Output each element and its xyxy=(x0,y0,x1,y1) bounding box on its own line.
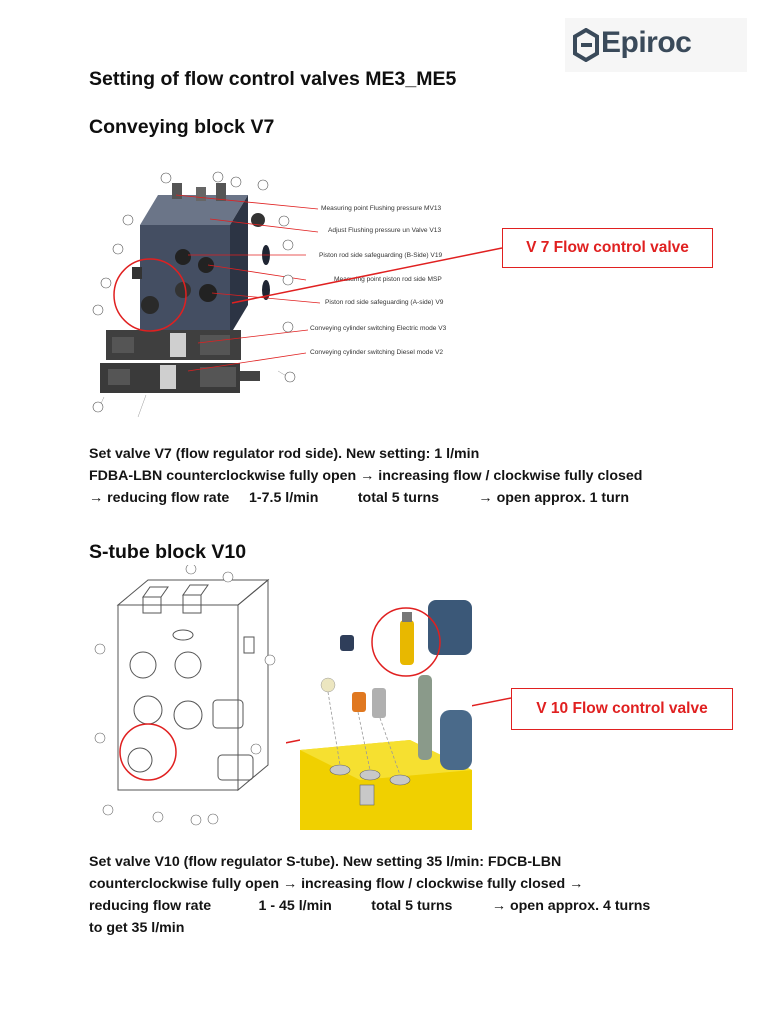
v7-instruction-line: FDBA-LBN counterclockwise fully open → increasing flow / clockwise fully closed xyxy=(89,468,643,484)
logo-text: Epiroc xyxy=(601,26,692,59)
s-tube-exploded-view xyxy=(300,580,472,830)
v7-instructions xyxy=(89,443,642,509)
v10-flow-control-valve-callout: V 10 Flow control valve xyxy=(511,688,733,730)
s-tube-block-drawing xyxy=(88,565,286,830)
figure-label-v2: Conveying cylinder switching Diesel mode V2 xyxy=(310,349,444,356)
v7-flow-control-valve-callout: V 7 Flow control valve xyxy=(502,228,713,268)
section-heading-conveying-block: Conveying block V7 xyxy=(89,116,275,138)
figure-label-msp: Measuring point piston rod side MSP xyxy=(334,276,442,283)
v10-instruction-line: counterclockwise fully open → increasing flow / clockwise fully closed → xyxy=(89,876,584,892)
figure-label-mv13: Measuring point Flushing pressure MV13 xyxy=(321,205,442,212)
figure-label-v9: Piston rod side safeguarding (A-side) V9 xyxy=(325,299,444,306)
v10-instructions xyxy=(89,851,650,939)
v10-instruction-line: Set valve V10 (flow regulator S-tube). New setting 35 l/min: FDCB-LBN xyxy=(89,854,562,870)
v10-instruction-line: to get 35 l/min xyxy=(89,920,185,936)
document-title: Setting of flow control valves ME3_ME5 xyxy=(89,68,457,90)
figure-label-v3: Conveying cylinder switching Electric mode V3 xyxy=(310,325,447,332)
v10-instruction-line: reducing flow rate 1 - 45 l/min total 5 turns → open approx. 4 turns xyxy=(89,898,651,914)
section-heading-s-tube-block: S-tube block V10 xyxy=(89,541,247,563)
figure-label-v19: Piston rod side safeguarding (B-Side) V19 xyxy=(319,252,443,259)
figure-label-v13: Adjust Flushing pressure un Valve V13 xyxy=(328,227,442,234)
v7-instruction-line: Set valve V7 (flow regulator rod side). New setting: 1 l/min xyxy=(89,446,480,462)
v7-instruction-line: → reducing flow rate 1-7.5 l/min total 5 turns → open approx. 1 turn xyxy=(89,490,629,506)
